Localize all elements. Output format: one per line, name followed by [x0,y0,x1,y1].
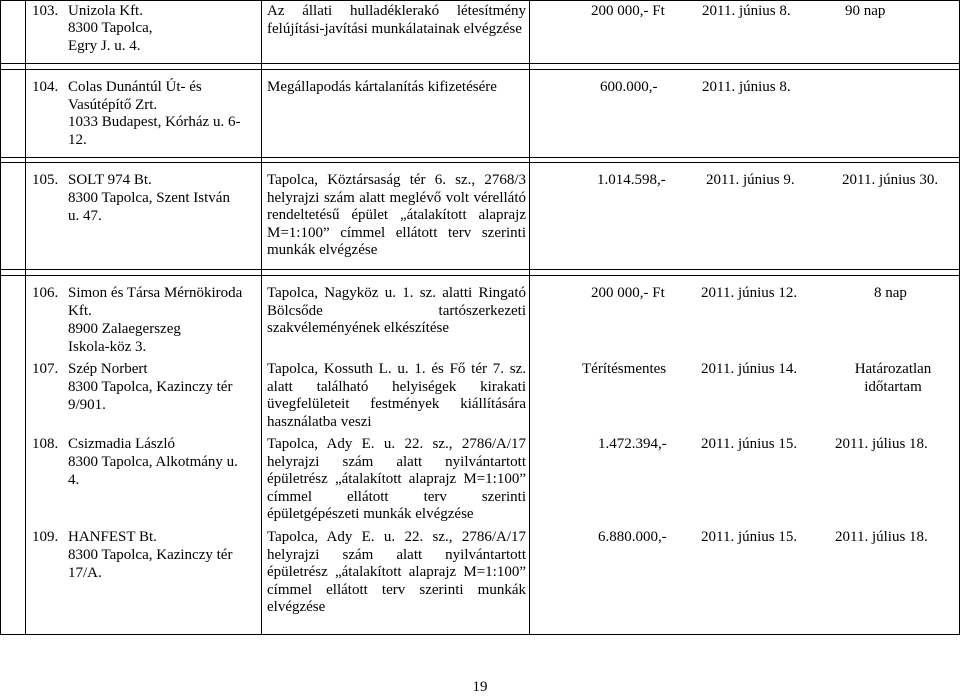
rule-row-105-bottom [0,269,960,270]
row-104-name-line-1: Colas Dunántúl Út- és [68,79,202,95]
row-103-name-line-2: 8300 Tapolca, [68,20,153,36]
row-103-date: 2011. június 8. [702,3,791,19]
row-103-name-line-3: Egry J. u. 4. [68,38,141,54]
row-103-term: 90 nap [845,3,886,19]
row-104-name-line-2: Vasútépítő Zrt. [68,97,158,113]
row-106-subject: Tapolca, Nagyköz u. 1. sz. alatti Ringató Bölcsőde tartószerkezeti szakvéleményének elkészítése [267,285,526,336]
row-109-term: 2011. július 18. [835,529,928,545]
row-103-number: 103. [32,3,59,19]
page-number: 19 [472,679,488,695]
rule-col-left [0,0,1,635]
rule-row-105-top [0,162,960,163]
row-104-date: 2011. június 8. [702,79,791,95]
row-103-subject: Az állati hulladéklerakó létesítmény felújítási-javítási munkálatainak elvégzése [267,3,526,37]
row-108-number: 108. [32,436,59,452]
rule-bottom [0,634,960,635]
row-103-name-line-1: Unizola Kft. [68,3,143,19]
row-108-name-line-2: 8300 Tapolca, Alkotmány u. [68,454,238,470]
row-108-name-line-1: Csizmadia László [68,436,176,452]
row-106-date: 2011. június 12. [701,285,798,301]
row-109-amount: 6.880.000,- [598,529,667,545]
row-109-number: 109. [32,529,59,545]
row-109-subject: Tapolca, Ady E. u. 22. sz., 2786/A/17 helyrajzi szám alatt nyilvántartott épületrész „átalakított alaprajz M=1:100” címmel ellátott terv szerinti munkák elvégzése [267,529,526,615]
row-108-term: 2011. július 18. [835,436,928,452]
row-105-number: 105. [32,172,59,188]
row-107-term: Határozatlan időtartam [854,361,932,395]
row-107-number: 107. [32,361,59,377]
row-109-name-line-3: 17/A. [68,565,102,581]
row-105-term: 2011. június 30. [842,172,939,188]
row-106-number: 106. [32,285,59,301]
row-109-name-line-2: 8300 Tapolca, Kazinczy tér [68,547,233,563]
rule-col-amount [529,0,530,635]
row-104-name-line-4: 12. [68,132,87,148]
row-109-date: 2011. június 15. [701,529,798,545]
row-105-name-line-3: u. 47. [68,208,102,224]
row-106-name-line-1: Simon és Társa Mérnökiroda [68,285,243,301]
row-107-amount: Térítésmentes [582,361,667,377]
rule-row-103-bottom [0,63,960,64]
row-108-subject: Tapolca, Ady E. u. 22. sz., 2786/A/17 helyrajzi szám alatt nyilvántartott épületrész „átalakított alaprajz M=1:100” címmel ellátott terv szerinti épületgépészeti munkák elvégzése [267,436,526,522]
row-104-amount: 600.000,- [600,79,658,95]
rule-top [0,0,960,1]
row-106-name-line-2: Kft. [68,303,92,319]
row-104-number: 104. [32,79,59,95]
row-105-name-line-2: 8300 Tapolca, Szent István [68,190,230,206]
row-106-name-line-4: Iskola-köz 3. [68,339,147,355]
row-105-amount: 1.014.598,- [597,172,666,188]
row-109-name-line-1: HANFEST Bt. [68,529,157,545]
row-106-term: 8 nap [874,285,907,301]
row-103-amount: 200 000,- Ft [591,3,665,19]
row-108-name-line-3: 4. [68,472,80,488]
row-107-name-line-3: 9/901. [68,397,106,413]
rule-row-106-top [0,275,960,276]
rule-col-subject [261,0,262,635]
row-105-subject: Tapolca, Köztársaság tér 6. sz., 2768/3 helyrajzi szám alatt meglévő volt vérellátó rendeltetésű épület „átalakított alaprajz M=1:100” címmel ellátott terv szerinti munkák elvégzése [267,172,526,258]
rule-row-104-bottom [0,157,960,158]
row-106-name-line-3: 8900 Zalaegerszeg [68,321,181,337]
row-108-date: 2011. június 15. [701,436,798,452]
row-107-subject: Tapolca, Kossuth L. u. 1. és Fő tér 7. sz. alatt található helyiségek kirakati üvegfelületeit festmények kiállítására használatba veszi [267,361,526,430]
row-106-amount: 200 000,- Ft [591,285,665,301]
rule-row-104-top [0,69,960,70]
row-105-name-line-1: SOLT 974 Bt. [68,172,152,188]
row-107-name-line-2: 8300 Tapolca, Kazinczy tér [68,379,233,395]
rule-col-name [25,0,26,635]
row-108-amount: 1.472.394,- [598,436,667,452]
row-107-date: 2011. június 14. [701,361,798,377]
row-104-subject: Megállapodás kártalanítás kifizetésére [267,79,497,95]
row-104-name-line-3: 1033 Budapest, Kórház u. 6- [68,114,241,130]
row-107-name-line-1: Szép Norbert [68,361,148,377]
row-105-date: 2011. június 9. [706,172,795,188]
